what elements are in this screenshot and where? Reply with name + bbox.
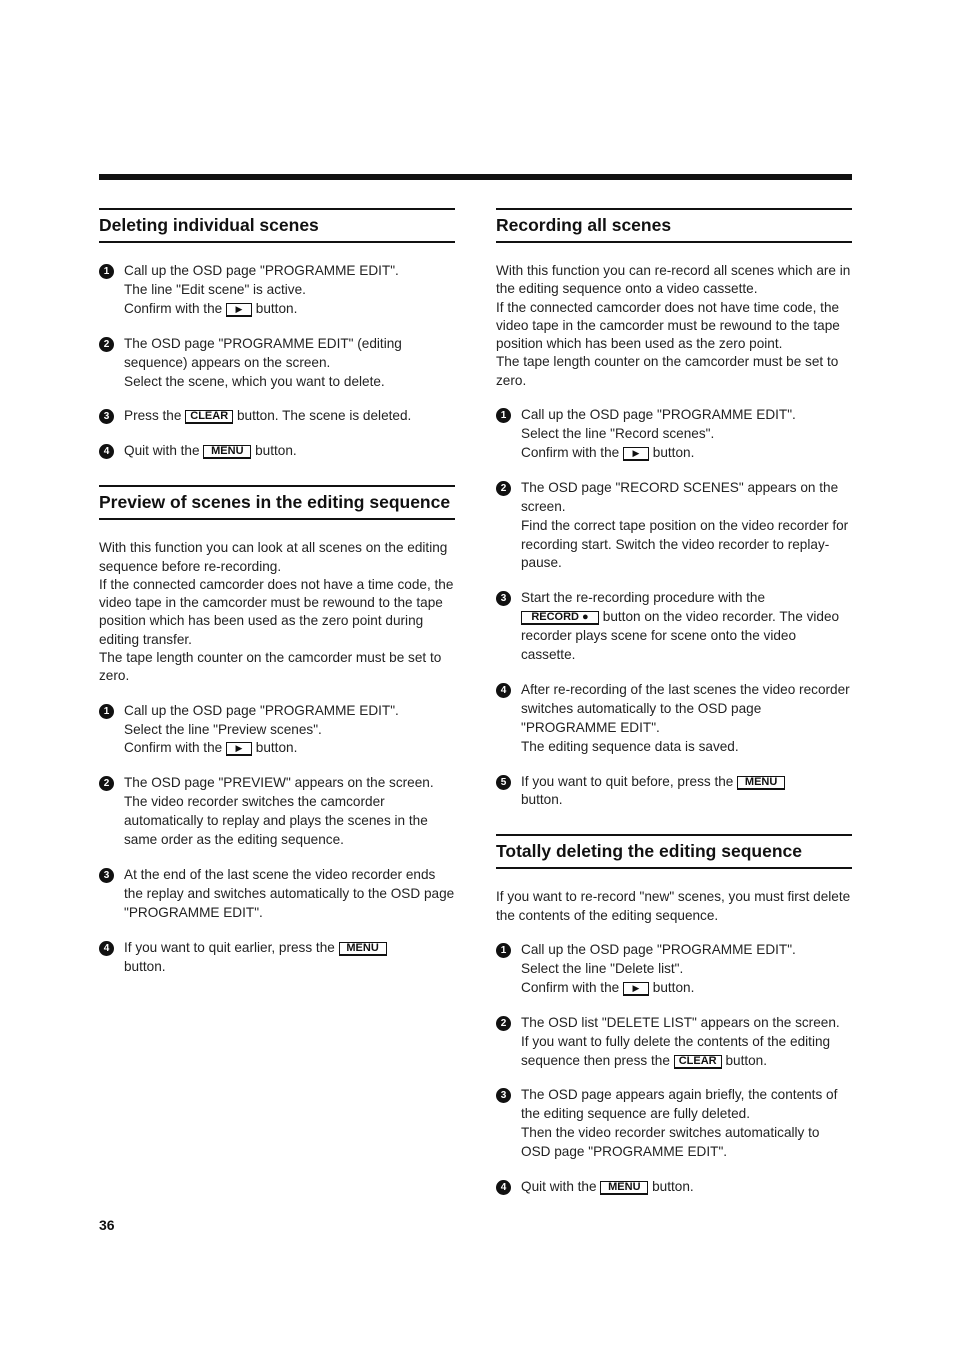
play-key-icon: ▶ [623, 982, 649, 996]
step-text: Quit with the [124, 443, 204, 459]
step-4 [99, 442, 455, 461]
step-text: button. [252, 300, 298, 316]
step-text: Start the re-recording procedure with the [521, 590, 766, 606]
intro-line: If you want to re-record "new" scenes, you must first delete the contents of the editing sequence. [496, 889, 851, 923]
section-title-preview-scenes: Preview of scenes in the editing sequence [99, 485, 455, 520]
play-key-icon: ▶ [623, 447, 649, 461]
step-text: If you want to quit before, press the [521, 773, 738, 789]
step-text: Call up the OSD page "PROGRAMME EDIT". [124, 263, 399, 278]
step-text: Confirm with the [124, 300, 226, 316]
step-text: button. [648, 1179, 694, 1195]
step-text: Confirm with the [521, 444, 623, 460]
step-3 [496, 589, 852, 665]
step-number-badge: 4 [99, 941, 114, 956]
step-text: If you want to quit earlier, press the [124, 939, 339, 955]
step-text: button. The scene is deleted. [233, 408, 412, 424]
menu-key-icon: MENU [203, 445, 251, 459]
step-text: After re-recording of the last scenes the video recorder switches automatically to the OSD page "PROGRAMME EDIT". [521, 681, 850, 735]
step-4 [99, 939, 455, 977]
step-number-badge: 3 [496, 1088, 511, 1103]
play-key-icon: ▶ [226, 303, 252, 317]
step-text: button. [251, 443, 297, 459]
step-number-badge: 3 [99, 409, 114, 424]
step-text: button. [521, 792, 563, 808]
step-number-badge: 1 [496, 408, 511, 423]
step-text: The OSD page appears again briefly, the contents of the editing sequence are fully deleted. [521, 1087, 838, 1122]
step-number-badge: 1 [496, 943, 511, 958]
step-text: Select the line "Record scenes". [521, 425, 715, 441]
step-5 [496, 773, 852, 811]
step-text: Call up the OSD page "PROGRAMME EDIT". [521, 941, 796, 957]
step-number-badge: 2 [99, 337, 114, 352]
step-text: At the end of the last scene the video recorder ends the replay and switches automatically to the OSD page "PROGRAMME EDIT". [124, 866, 455, 920]
step-2 [496, 1014, 852, 1071]
step-3 [496, 1086, 852, 1162]
step-text: The OSD page "PROGRAMME EDIT" (editing sequence) appears on the screen. [124, 335, 402, 370]
intro-line: The tape length counter on the camcorder must be set to zero. [496, 354, 839, 388]
intro-paragraph [496, 262, 852, 390]
intro-line: If the connected camcorder does not have a time code, the video tape in the camcorder must be rewound to the tape position which has been used as the zero point during editing transfer. [99, 576, 454, 647]
menu-key-icon: MENU [600, 1181, 648, 1195]
step-text: button. [649, 979, 695, 995]
step-1 [496, 406, 852, 463]
intro-line: The tape length counter on the camcorder must be set to zero. [99, 650, 442, 684]
step-text: Select the line "Preview scenes". [124, 721, 322, 737]
step-text: The line "Edit scene" is active. [124, 281, 306, 297]
step-text: button. [252, 740, 298, 756]
step-3 [99, 407, 455, 426]
step-4 [496, 681, 852, 757]
step-1 [99, 702, 455, 759]
left-column [99, 208, 455, 993]
intro-paragraph [496, 888, 852, 925]
intro-line: If the connected camcorder does not have time code, the video tape in the camcorder must be rewound to the tape position which has been used as the zero point. [496, 299, 840, 352]
step-4 [496, 1178, 852, 1197]
step-text: Select the scene, which you want to delete. [124, 373, 385, 389]
menu-key-icon: MENU [737, 776, 785, 790]
step-number-badge: 4 [496, 683, 511, 698]
step-number-badge: 4 [496, 1180, 511, 1195]
step-text: button on the video recorder. The video recorder plays scene for scene onto the video cassette. [521, 609, 840, 663]
step-number-badge: 2 [496, 1016, 511, 1031]
page-number: 36 [99, 1217, 115, 1233]
step-text: The OSD list "DELETE LIST" appears on the screen. [521, 1014, 840, 1030]
step-1 [99, 262, 455, 319]
step-text: Confirm with the [521, 979, 623, 995]
intro-paragraph [99, 539, 455, 685]
step-text: Press the [124, 408, 186, 424]
intro-line: With this function you can look at all scenes on the editing sequence before re-recording. [99, 540, 448, 574]
section-title-deleting-scenes: Deleting individual scenes [99, 208, 455, 243]
step-text: The editing sequence data is saved. [521, 738, 739, 754]
right-column [496, 208, 852, 1213]
step-number-badge: 2 [99, 776, 114, 791]
step-number-badge: 3 [496, 591, 511, 606]
step-text: The OSD page "PREVIEW" appears on the screen. The video recorder switches the camcorder automatically to replay and plays the scenes in the same order as the editing sequence. [124, 775, 434, 848]
step-2 [496, 479, 852, 574]
step-number-badge: 2 [496, 481, 511, 496]
play-key-icon: ▶ [226, 742, 252, 756]
step-text: button. [649, 444, 695, 460]
step-text: Quit with the [521, 1179, 601, 1195]
menu-key-icon: MENU [339, 942, 387, 956]
step-text: Call up the OSD page "PROGRAMME EDIT". [124, 702, 399, 718]
clear-key-icon: CLEAR [674, 1055, 722, 1069]
step-number-badge: 5 [496, 775, 511, 790]
record-key-icon: RECORD ● [521, 611, 599, 625]
section-title-recording-all: Recording all scenes [496, 208, 852, 243]
step-2 [99, 774, 455, 850]
step-text: Then the video recorder switches automatically to OSD page "PROGRAMME EDIT". [521, 1125, 820, 1160]
intro-line: With this function you can re-record all scenes which are in the editing sequence onto a video cassette. [496, 263, 851, 297]
step-number-badge: 1 [99, 264, 114, 279]
step-text: button. [721, 1052, 768, 1068]
step-text: The OSD page "RECORD SCENES" appears on the screen. [521, 479, 839, 514]
step-text: Select the line "Delete list". [521, 960, 684, 976]
step-number-badge: 1 [99, 704, 114, 719]
section-title-totally-deleting: Totally deleting the editing sequence [496, 834, 852, 869]
step-number-badge: 3 [99, 868, 114, 883]
step-number-badge: 4 [99, 444, 114, 459]
step-text: Call up the OSD page "PROGRAMME EDIT". [521, 407, 796, 423]
step-text: Find the correct tape position on the video recorder for recording start. Switch the video recorder to replay-pause. [521, 517, 849, 571]
clear-key-icon: CLEAR [185, 410, 233, 424]
step-text: If you want to fully delete the contents of the editing sequence then press the [521, 1033, 831, 1068]
step-text: button. [124, 958, 166, 974]
step-2 [99, 335, 455, 392]
step-1 [496, 941, 852, 998]
top-rule [99, 174, 852, 180]
step-text: Confirm with the [124, 740, 226, 756]
step-3 [99, 866, 455, 923]
